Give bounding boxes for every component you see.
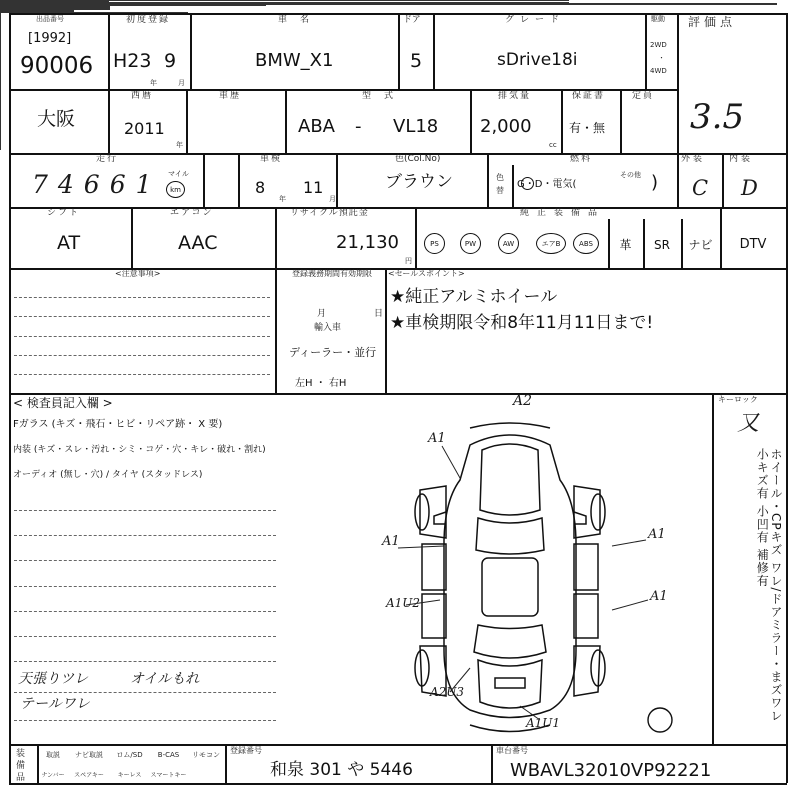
first-reg-era: H23 (113, 50, 152, 72)
mileage: 74661 (32, 170, 162, 199)
label-shaken: 車検 (260, 154, 283, 164)
note-headliner: 天張りツレ (18, 671, 88, 687)
unit-km: km (166, 181, 185, 198)
label-grade: グレード (505, 15, 566, 25)
shaken-year: 8 (255, 178, 266, 197)
label-doors: ドア (403, 15, 421, 25)
label-bottom-side: 装備品 (16, 749, 26, 784)
label-model: 型 式 (362, 91, 396, 101)
damage-code: A1U2 (386, 596, 421, 610)
damage-code: A2U3 (430, 685, 465, 699)
label-inspector: < 検査員記入欄 > (13, 396, 113, 410)
car-name: BMW_X1 (255, 50, 334, 71)
note-tail-crack: テールワレ (20, 696, 90, 712)
accessory-bcas: B-CAS (157, 750, 180, 759)
month-unit: 月 (178, 79, 185, 87)
unit-mile: マイル (168, 170, 189, 178)
side-note: ホイール・CPキズ ワレ/ドアミラー・まズワレ 小キズ有 小凹有 補修有 (755, 448, 783, 723)
equip-airbag: エアB (536, 233, 566, 254)
year-unit: 年 (150, 79, 157, 87)
interior-grade: D (741, 176, 758, 200)
inspector-line-1: Fガラス (キズ・飛石・ヒビ・リペア跡・ X 要) (13, 419, 223, 430)
month-unit-3: 月 (329, 195, 336, 203)
yen: 円 (405, 257, 412, 265)
year-unit-3: 年 (279, 195, 286, 203)
handle-side: 左H ・ 右H (295, 378, 347, 389)
model-dash: - (355, 116, 362, 137)
label-equipment: 純正装備品 (520, 208, 606, 218)
label-import: 輸入車 (314, 323, 342, 333)
aircon: AAC (178, 232, 218, 254)
label-lot: 出品番号 (36, 15, 64, 23)
doors: 5 (410, 50, 423, 72)
score: 3.5 (690, 97, 745, 137)
fuel-close: ) (651, 172, 659, 193)
fuel-other: その他 (620, 171, 641, 179)
label-vin: 車台番号 (496, 746, 528, 755)
accessory-manual: 取説 (46, 750, 60, 759)
color-change: 色替 (496, 173, 504, 195)
label-sales-point: <セールスポイント> (388, 269, 465, 278)
label-score: 評価点 (688, 15, 737, 29)
reg-day: 日 (374, 309, 384, 319)
label-reg-number: 登録番号 (230, 746, 262, 755)
damage-code: A1 (650, 589, 668, 604)
exterior-grade: C (692, 176, 709, 200)
lot-number: 90006 (20, 53, 94, 79)
label-capacity: 定員 (632, 91, 655, 101)
label-first-reg: 初度登録 (126, 15, 171, 25)
first-reg-month: 9 (164, 50, 177, 72)
region: 大阪 (37, 108, 76, 130)
western-year: 2011 (124, 119, 165, 138)
label-registration-validity: 登録義務期間有効期限 (292, 269, 372, 278)
key-mark: 又 (737, 411, 760, 436)
color: ブラウン (385, 172, 453, 192)
year-bracket: [1992] (28, 31, 72, 46)
label-drive: 駆動 (651, 15, 665, 23)
equip-sunroof: SR (654, 237, 670, 252)
grade: sDrive18i (497, 50, 578, 70)
label-aircon: エアコン (170, 208, 214, 218)
damage-code: A2 (513, 393, 533, 409)
shaken-month: 11 (303, 178, 324, 197)
inspector-line-2: 内装 (キズ・スレ・汚れ・シミ・コゲ・穴・キレ・破れ・割れ) (13, 445, 266, 455)
accessory-number: ナンバー (41, 771, 65, 779)
model-code: VL18 (393, 116, 439, 137)
equip-abs: ABS (573, 233, 599, 254)
accessory-smart-key: スマートキー (150, 771, 187, 779)
label-fuel: 燃料 (570, 154, 593, 164)
equip-ps: PS (424, 233, 445, 254)
damage-code: A1 (428, 431, 446, 446)
equip-aw: AW (498, 233, 519, 254)
damage-code: A1 (648, 527, 666, 542)
model-prefix: ABA (298, 116, 335, 137)
warranty: 有・無 (569, 121, 606, 135)
displacement: 2,000 (480, 116, 532, 137)
label-year-model: 車歴 (219, 91, 242, 101)
damage-code: A1 (382, 534, 400, 549)
accessory-remote: リモコン (192, 750, 220, 759)
accessory-navi-manual: ナビ取説 (75, 750, 103, 759)
drive-2wd: 2WD (650, 41, 667, 49)
accessory-spare-key: スペアキー (74, 771, 104, 779)
label-color: 色(Col.No) (395, 154, 441, 164)
label-interior: 内装 (729, 154, 754, 164)
label-displacement: 排気量 (498, 91, 532, 101)
reg-month: 月 (317, 309, 327, 319)
accessory-rom-sd: ロム/SD (116, 750, 143, 759)
sales-point-1: ★純正アルミホイール (390, 287, 558, 307)
fuel: G・D・電気( (517, 179, 577, 190)
label-car-name: 車 名 (278, 15, 312, 25)
label-recycle: リサイクル預託金 (290, 208, 369, 218)
label-mileage: 走行 (96, 154, 119, 164)
inspector-line-3: オーディオ (無し・穴) / タイヤ (スタッドレス) (13, 470, 203, 480)
equip-dtv: DTV (739, 237, 767, 252)
equip-navi: ナビ (688, 238, 713, 252)
drive-4wd: 4WD (650, 67, 667, 75)
vin: WBAVL32010VP92221 (510, 760, 712, 781)
recycle: 21,130 (336, 232, 399, 253)
note-oil-leak: オイルもれ (130, 671, 200, 687)
label-shift: シフト (47, 208, 81, 218)
import-type: ディーラー・並行 (289, 346, 377, 359)
shift: AT (57, 232, 81, 254)
equip-leather: 革 (619, 238, 632, 252)
label-exterior: 外装 (681, 154, 706, 164)
equip-pw: PW (460, 233, 481, 254)
year-unit-2: 年 (176, 141, 183, 149)
cc-unit: cc (549, 141, 557, 149)
damage-code: A1U1 (526, 716, 561, 730)
label-western: 西暦 (131, 91, 154, 101)
accessory-keyless: キーレス (117, 771, 142, 779)
sales-point-2: ★車検期限令和8年11月11日まで! (390, 313, 654, 333)
reg-number: 和泉 301 や 5446 (270, 760, 413, 780)
label-notes: <注意事項> (115, 269, 161, 278)
label-warranty: 保証書 (572, 91, 606, 101)
label-key-lock: キーロック (718, 395, 758, 404)
